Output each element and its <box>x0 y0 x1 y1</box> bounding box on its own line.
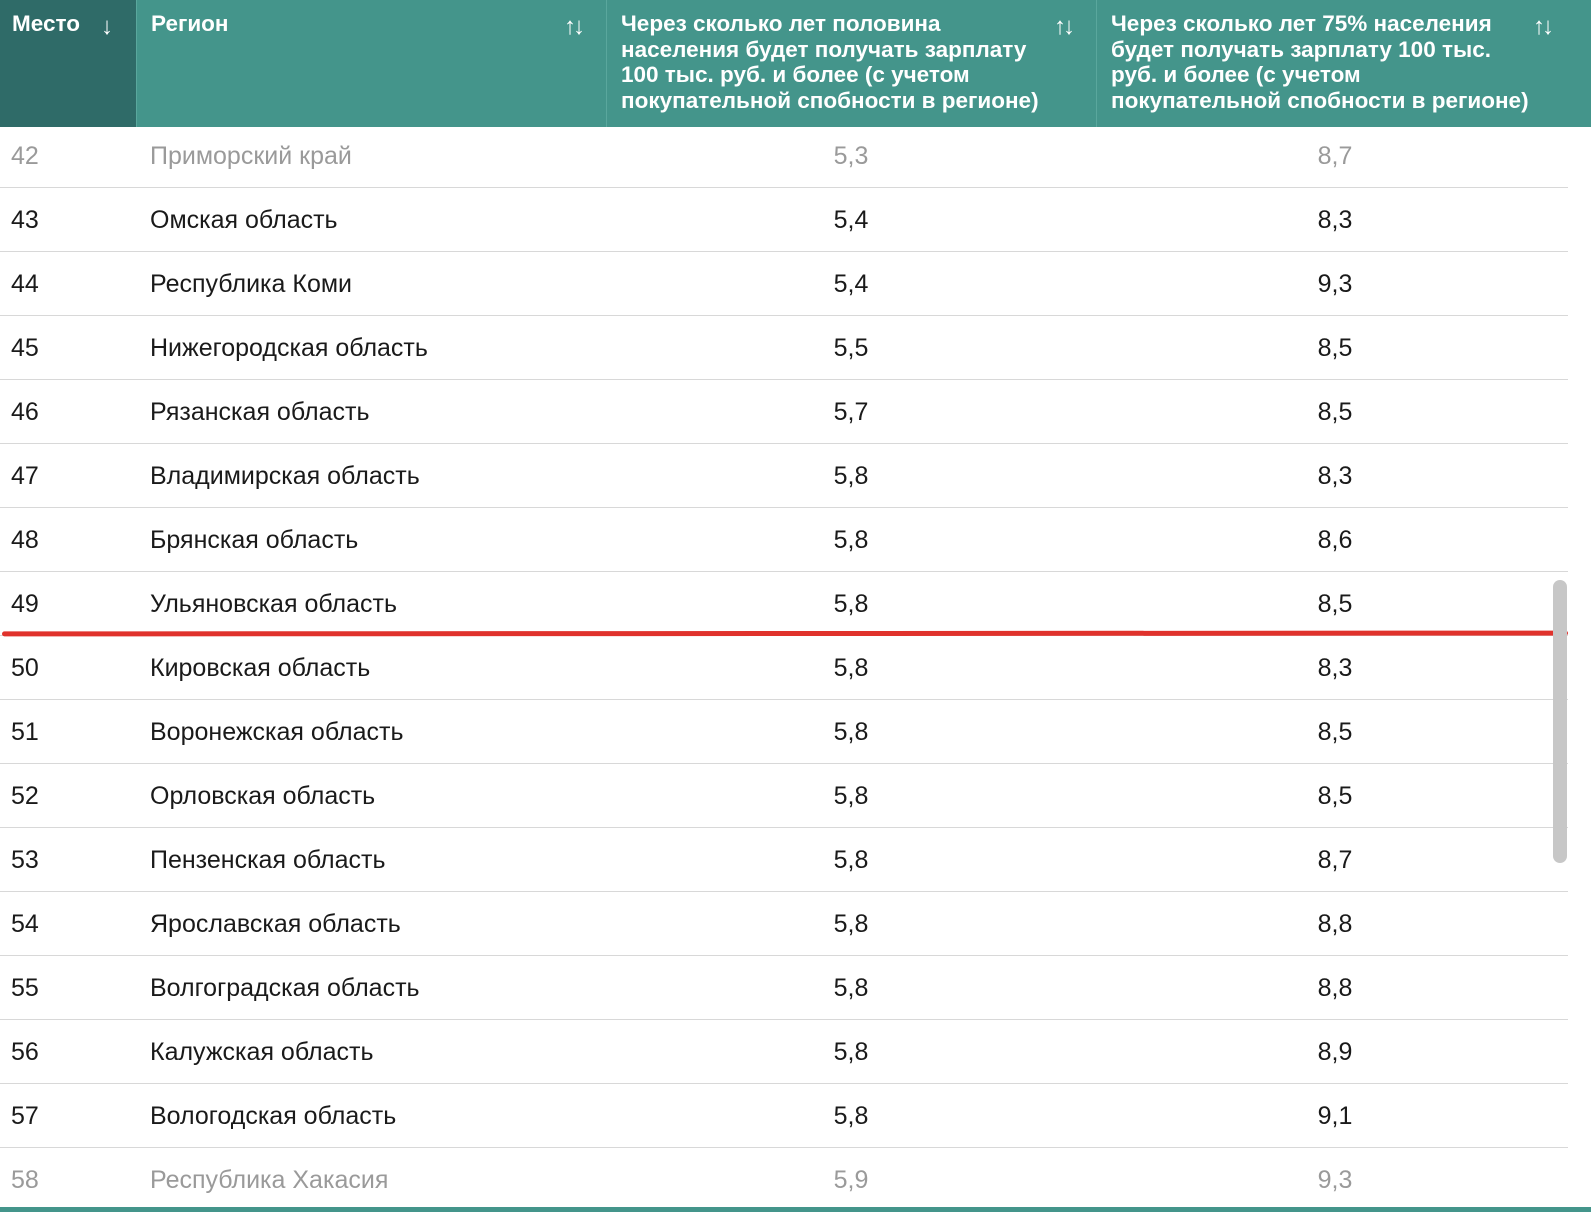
column-header-75-population[interactable] <box>1096 0 1591 127</box>
region-cell: Владимирская область <box>150 462 420 490</box>
half-population-years-cell: 5,8 <box>833 718 869 746</box>
region-cell: Нижегородская область <box>150 334 428 362</box>
place-cell: 51 <box>11 718 39 746</box>
half-population-years-cell: 5,8 <box>833 1038 869 1066</box>
half-population-years-cell: 5,8 <box>833 590 869 618</box>
half-population-years-cell: 5,8 <box>833 910 869 938</box>
region-cell: Омская область <box>150 206 338 234</box>
place-cell: 56 <box>11 1038 39 1066</box>
region-cell: Пензенская область <box>150 846 386 874</box>
seventy-five-population-years-cell: 8,5 <box>1317 334 1353 362</box>
place-cell: 46 <box>11 398 39 426</box>
region-cell: Брянская область <box>150 526 359 554</box>
place-cell: 43 <box>11 206 39 234</box>
column-header-half-population-label: Через сколько лет половина населения будет получать зарплату 100 тыс. руб. и более (с учетом покупательной спобности в регионе) <box>621 11 1039 113</box>
place-cell: 53 <box>11 846 39 874</box>
half-population-years-cell: 5,8 <box>833 462 869 490</box>
region-cell: Орловская область <box>150 782 376 810</box>
sort-toggle-icon[interactable]: ↑↓ <box>1054 13 1072 40</box>
table-row <box>0 1084 1568 1148</box>
region-cell: Волгоградская область <box>150 974 420 1002</box>
column-header-75-population-label: Через сколько лет 75% населения будет получать зарплату 100 тыс. руб. и более (с учетом покупательной спобности в регионе) <box>1111 11 1529 113</box>
table-row <box>0 1148 1568 1212</box>
seventy-five-population-years-cell: 9,3 <box>1317 270 1353 298</box>
seventy-five-population-years-cell: 8,7 <box>1317 846 1353 874</box>
place-cell: 55 <box>11 974 39 1002</box>
region-cell: Рязанская область <box>150 398 370 426</box>
table-row <box>0 764 1568 828</box>
sort-toggle-icon[interactable]: ↑↓ <box>564 13 582 40</box>
sort-toggle-icon[interactable]: ↑↓ <box>1533 13 1551 40</box>
table-header <box>0 0 1591 127</box>
table-row <box>0 252 1568 316</box>
half-population-years-cell: 5,8 <box>833 846 869 874</box>
place-cell: 57 <box>11 1102 39 1130</box>
table-row <box>0 316 1568 380</box>
place-cell: 50 <box>11 654 39 682</box>
seventy-five-population-years-cell: 8,8 <box>1317 910 1353 938</box>
half-population-years-cell: 5,8 <box>833 654 869 682</box>
region-cell: Республика Коми <box>150 270 353 298</box>
column-header-region-label: Регион <box>151 11 229 36</box>
seventy-five-population-years-cell: 9,3 <box>1317 1166 1353 1194</box>
region-cell: Калужская область <box>150 1038 374 1066</box>
table-row <box>0 956 1568 1020</box>
column-header-place-label: Место <box>12 11 80 36</box>
half-population-years-cell: 5,8 <box>833 974 869 1002</box>
region-cell: Кировская область <box>150 654 371 682</box>
half-population-years-cell: 5,4 <box>833 206 869 234</box>
region-cell: Ярославская область <box>150 910 401 938</box>
table-row <box>0 636 1568 700</box>
place-cell: 49 <box>11 590 39 618</box>
place-cell: 42 <box>11 142 39 170</box>
place-cell: 52 <box>11 782 39 810</box>
column-header-half-population[interactable] <box>606 0 1096 127</box>
table-row <box>0 572 1568 636</box>
table-row <box>0 188 1568 252</box>
region-cell: Ульяновская область <box>150 590 398 618</box>
highlight-line <box>2 631 1568 637</box>
table-row <box>0 508 1568 572</box>
place-cell: 44 <box>11 270 39 298</box>
place-cell: 48 <box>11 526 39 554</box>
table-row <box>0 828 1568 892</box>
half-population-years-cell: 5,8 <box>833 526 869 554</box>
half-population-years-cell: 5,4 <box>833 270 869 298</box>
table-body <box>0 127 1568 1212</box>
half-population-years-cell: 5,3 <box>833 142 869 170</box>
seventy-five-population-years-cell: 8,9 <box>1317 1038 1353 1066</box>
seventy-five-population-years-cell: 8,3 <box>1317 462 1353 490</box>
seventy-five-population-years-cell: 8,3 <box>1317 654 1353 682</box>
region-cell: Приморский край <box>150 142 352 170</box>
half-population-years-cell: 5,8 <box>833 782 869 810</box>
seventy-five-population-years-cell: 8,5 <box>1317 718 1353 746</box>
table-row <box>0 700 1568 764</box>
place-cell: 58 <box>11 1166 39 1194</box>
table-row <box>0 444 1568 508</box>
half-population-years-cell: 5,5 <box>833 334 869 362</box>
table-row <box>0 1020 1568 1084</box>
place-cell: 45 <box>11 334 39 362</box>
half-population-years-cell: 5,7 <box>833 398 869 426</box>
seventy-five-population-years-cell: 8,7 <box>1317 142 1353 170</box>
seventy-five-population-years-cell: 8,5 <box>1317 398 1353 426</box>
seventy-five-population-years-cell: 8,5 <box>1317 782 1353 810</box>
seventy-five-population-years-cell: 8,6 <box>1317 526 1353 554</box>
region-cell: Вологодская область <box>150 1102 397 1130</box>
region-cell: Воронежская область <box>150 718 404 746</box>
seventy-five-population-years-cell: 9,1 <box>1317 1102 1353 1130</box>
half-population-years-cell: 5,9 <box>833 1166 869 1194</box>
seventy-five-population-years-cell: 8,8 <box>1317 974 1353 1002</box>
table-row <box>0 892 1568 956</box>
place-cell: 47 <box>11 462 39 490</box>
table-row <box>0 380 1568 444</box>
table-row <box>0 127 1568 188</box>
sort-descending-icon[interactable]: ↓ <box>101 13 110 40</box>
seventy-five-population-years-cell: 8,3 <box>1317 206 1353 234</box>
table-bottom-border <box>0 1207 1591 1212</box>
region-cell: Республика Хакасия <box>150 1166 389 1194</box>
seventy-five-population-years-cell: 8,5 <box>1317 590 1353 618</box>
column-header-region[interactable] <box>136 0 606 127</box>
scrollbar-thumb[interactable] <box>1553 580 1567 863</box>
place-cell: 54 <box>11 910 39 938</box>
column-header-place[interactable] <box>0 0 136 127</box>
half-population-years-cell: 5,8 <box>833 1102 869 1130</box>
